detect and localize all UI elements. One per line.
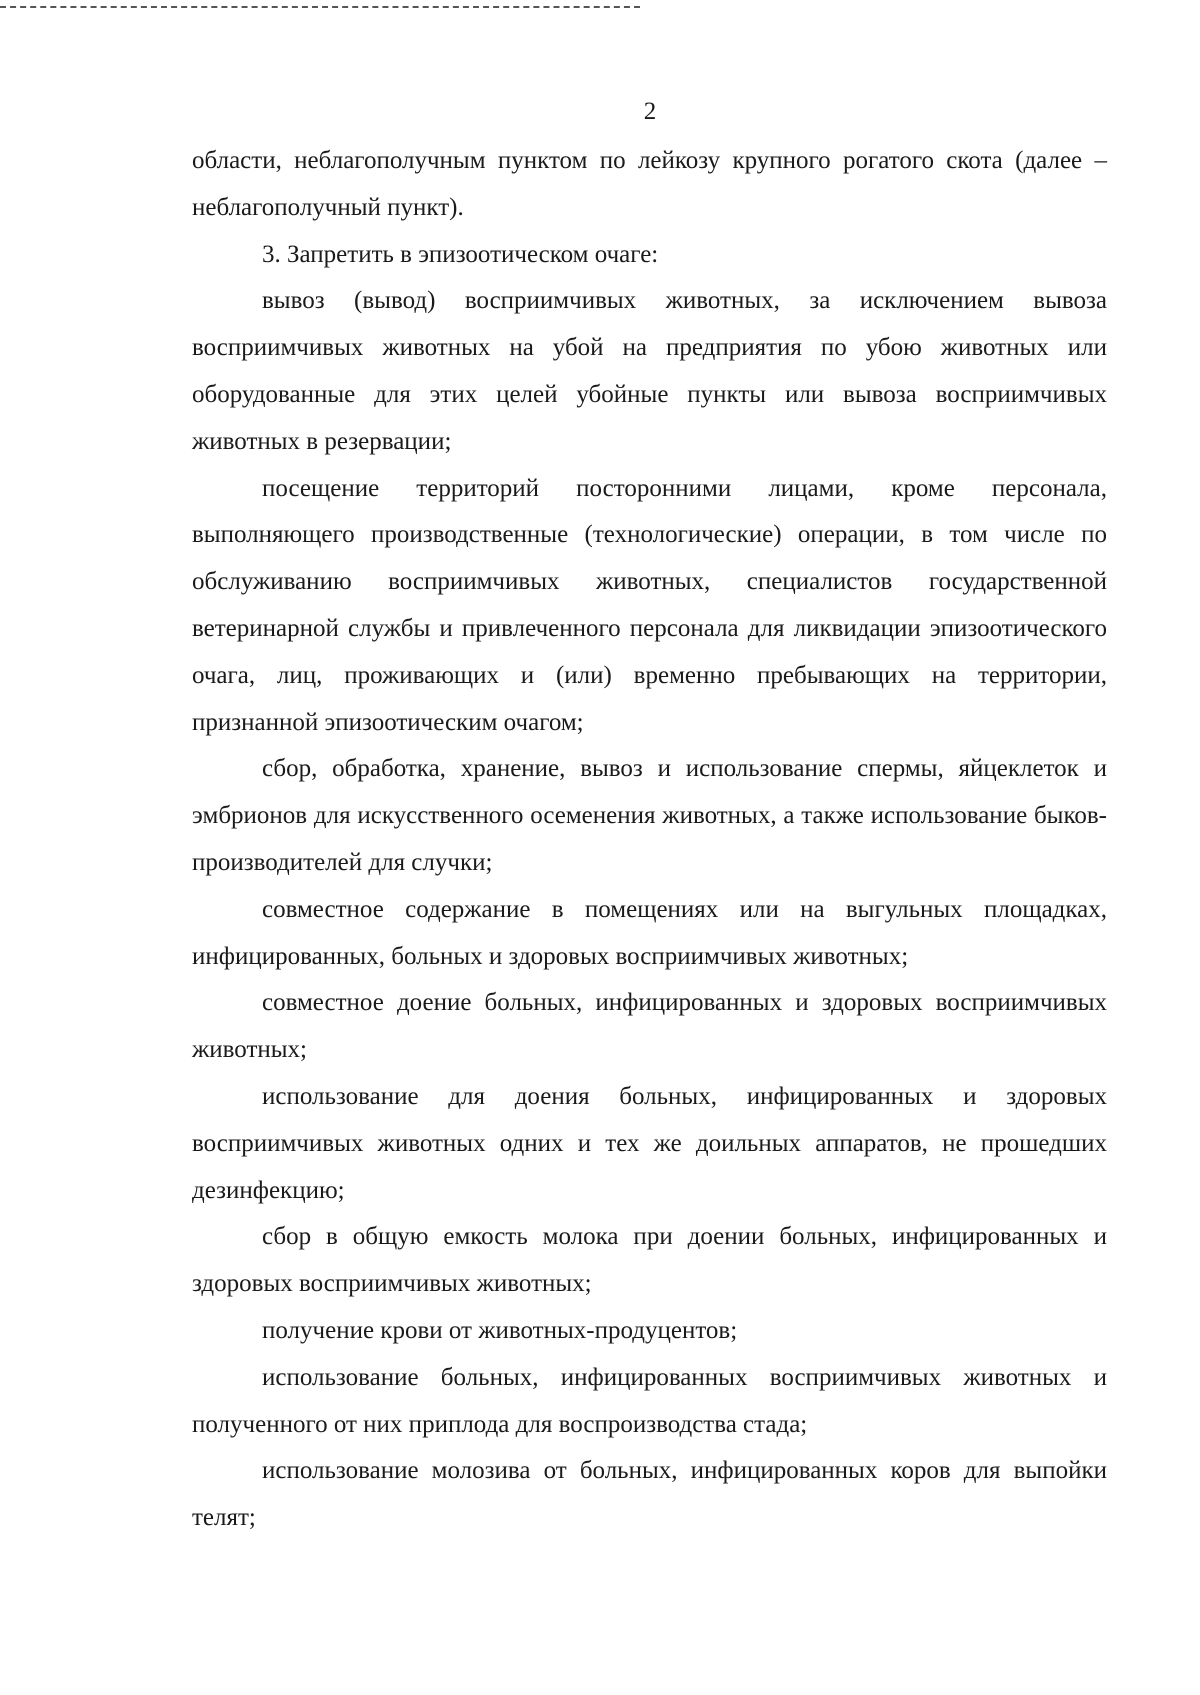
paragraph-item-3-heading: 3. Запретить в эпизоотическом очаге:	[262, 240, 659, 268]
paragraph-export-ban: вывоз (вывод) восприимчивых животных, за исключением вывоза восприимчивых животных на убой на предприятия по убою животных или оборудованные для этих целей убойные пункты или вывоза восприимчивых животных в резервации;	[192, 287, 1107, 455]
document-body	[192, 138, 1107, 1542]
paragraph-reproduction-ban: использование больных, инфицированных восприимчивых животных и полученного от них приплода для воспроизводства стада;	[192, 1363, 1107, 1438]
paragraph-joint-keeping-ban: совместное содержание в помещениях или на выгульных площадках, инфицированных, больных и здоровых восприимчивых животных;	[192, 895, 1107, 970]
page-number: 2	[643, 98, 657, 125]
paragraph-blood-ban: получение крови от животных-продуцентов;	[262, 1316, 738, 1344]
paragraph-milking-equipment-ban: использование для доения больных, инфицированных и здоровых восприимчивых животных одних и тех же доильных аппаратов, не прошедших дезинфекцию;	[192, 1082, 1107, 1204]
paragraph-visit-ban: посещение территорий посторонними лицами, кроме персонала, выполняющего производственные (технологические) операции, в том числе по обслуживанию восприимчивых животных, специалистов государственной ветеринарной службы и привлеченного персонала для ликвидации эпизоотического очага, лиц, проживающих и (или) временно пребывающих на территории, признанной эпизоотическим очагом;	[192, 474, 1107, 736]
scan-edge-dashed-line	[0, 6, 640, 8]
paragraph-continuation: области, неблагополучным пунктом по лейкозу крупного рогатого скота (далее – неблагополучный пункт).	[192, 147, 1107, 221]
paragraph-milk-collection-ban: сбор в общую емкость молока при доении больных, инфицированных и здоровых восприимчивых животных;	[192, 1223, 1107, 1298]
paragraph-colostrum-ban: использование молозива от больных, инфицированных коров для выпойки телят;	[192, 1457, 1107, 1532]
paragraph-sperm-ban: сбор, обработка, хранение, вывоз и использование спермы, яйцеклеток и эмбрионов для искусственного осеменения животных, а также использование быков-производителей для случки;	[192, 755, 1107, 876]
paragraph-joint-milking-ban: совместное доение больных, инфицированных и здоровых восприимчивых животных;	[192, 989, 1107, 1064]
